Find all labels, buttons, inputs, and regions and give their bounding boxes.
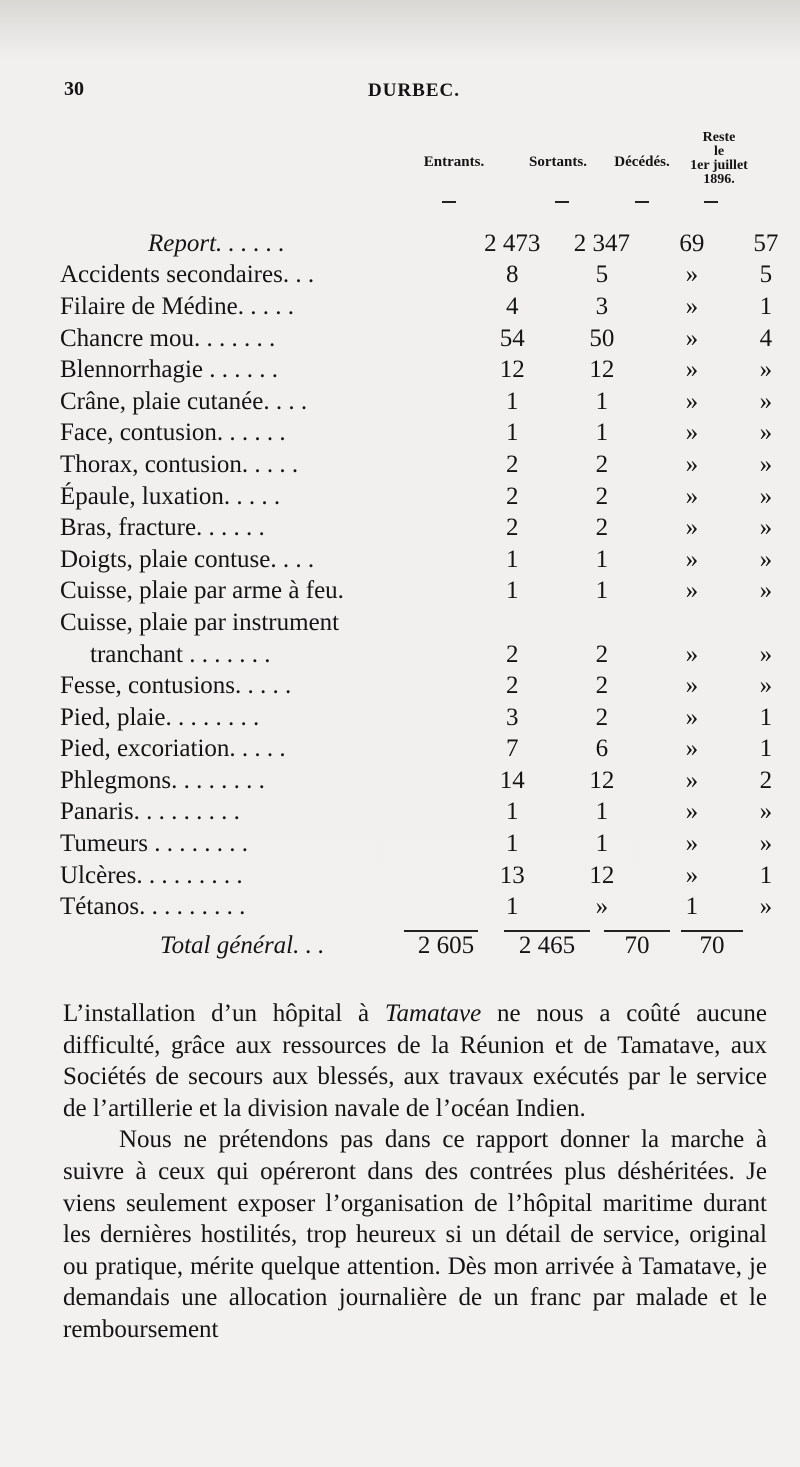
statistics-table — [60, 228, 800, 923]
cell-decedes: » — [685, 766, 699, 794]
page-header — [0, 78, 800, 108]
table-row — [60, 765, 800, 797]
table-row — [60, 449, 800, 481]
total-label: Total général. . . — [160, 932, 325, 959]
cell-decedes: » — [685, 672, 699, 700]
cell-reste: » — [759, 514, 773, 542]
cell-entrants: 7 — [506, 735, 519, 763]
cell-decedes: 69 — [679, 229, 705, 257]
column-header-reste — [674, 131, 764, 187]
column-dash-decedes — [635, 201, 649, 203]
table-row — [60, 291, 800, 323]
cell-sortants: 1 — [595, 387, 609, 415]
reste-line-1: Reste — [702, 130, 736, 145]
cell-sortants: 1 — [595, 419, 609, 447]
cell-sortants: 12 — [589, 356, 615, 384]
running-title: DURBEC. — [368, 80, 460, 101]
cell-sortants: 50 — [589, 324, 615, 352]
row-label: tranchant . . . . . . . — [90, 640, 271, 668]
cell-sortants: » — [595, 893, 609, 921]
cell-entrants: 13 — [499, 861, 525, 889]
cell-sortants: 2 — [595, 672, 609, 700]
table-row — [60, 702, 800, 734]
cell-decedes: » — [685, 514, 699, 542]
cell-reste: 2 — [759, 766, 773, 794]
table-row — [60, 418, 800, 450]
column-header-decedes: Décédés. — [614, 154, 670, 170]
row-label: Doigts, plaie contuse. . . . — [60, 545, 315, 573]
paragraph-1 — [63, 998, 767, 1124]
table-row — [60, 797, 800, 829]
cell-reste: » — [759, 356, 773, 384]
row-label: Face, contusion. . . . . . — [60, 419, 286, 447]
cell-decedes: » — [685, 261, 699, 289]
cell-reste: » — [759, 450, 773, 478]
cell-decedes: » — [685, 324, 699, 352]
cell-sortants: 2 — [595, 450, 609, 478]
total-reste: 70 — [699, 932, 725, 959]
row-label: Tétanos. . . . . . . . . — [60, 893, 246, 921]
table-row — [60, 891, 800, 923]
row-label: Thorax, contusion. . . . . — [60, 450, 299, 478]
cell-entrants: 54 — [499, 324, 525, 352]
table-row — [60, 639, 800, 671]
row-label: Pied, plaie. . . . . . . . — [60, 703, 260, 731]
cell-sortants — [552, 607, 652, 639]
column-dash-sortants — [555, 201, 569, 203]
cell-sortants: 2 — [595, 640, 609, 668]
cell-reste: » — [759, 640, 773, 668]
row-label: Blennorrhagie . . . . . . — [60, 356, 279, 384]
column-header-sortants: Sortants. — [529, 154, 587, 170]
cell-sortants: 3 — [595, 292, 609, 320]
row-label: Pied, excoriation. . . . . — [60, 735, 286, 763]
cell-reste: 57 — [753, 229, 779, 257]
cell-entrants: 2 — [506, 672, 519, 700]
cell-reste: » — [759, 672, 773, 700]
cell-reste: » — [759, 482, 773, 510]
statistics-rows — [60, 228, 800, 923]
cell-sortants: 12 — [589, 766, 615, 794]
cell-sortants: 1 — [595, 545, 609, 573]
cell-entrants: 2 — [506, 450, 519, 478]
row-label: Épaule, luxation. . . . . — [60, 482, 281, 510]
table-row — [60, 544, 800, 576]
page-number: 30 — [64, 78, 84, 100]
column-dash-reste — [704, 201, 718, 203]
cell-entrants: 1 — [506, 830, 519, 858]
row-label: Chancre mou. . . . . . . — [60, 324, 276, 352]
cell-reste: » — [759, 830, 773, 858]
cell-entrants: 1 — [506, 387, 519, 415]
cell-reste: 1 — [759, 292, 773, 320]
cell-decedes: » — [685, 830, 699, 858]
table-row — [60, 576, 800, 608]
table-row — [60, 354, 800, 386]
cell-reste: » — [759, 893, 773, 921]
cell-decedes: » — [685, 482, 699, 510]
table-row — [60, 323, 800, 355]
total-decedes: 70 — [624, 932, 650, 959]
cell-decedes: » — [685, 450, 699, 478]
total-entrants: 2 605 — [417, 932, 475, 959]
row-label: Report. . . . . . — [148, 229, 285, 257]
cell-decedes: » — [685, 292, 699, 320]
cell-decedes: » — [685, 356, 699, 384]
cell-sortants: 2 — [595, 482, 609, 510]
cell-sortants: 12 — [589, 861, 615, 889]
cell-entrants: 1 — [506, 577, 519, 605]
row-label: Fesse, contusions. . . . . — [60, 672, 292, 700]
cell-decedes: » — [685, 545, 699, 573]
cell-sortants: 1 — [595, 577, 609, 605]
row-label: Phlegmons. . . . . . . . — [60, 766, 265, 794]
cell-decedes: » — [685, 861, 699, 889]
table-row — [60, 734, 800, 766]
row-label: Tumeurs . . . . . . . . — [60, 830, 248, 858]
cell-entrants — [473, 607, 552, 639]
column-dash-entrants — [442, 201, 456, 203]
cell-entrants: 4 — [506, 292, 519, 320]
cell-sortants: 2 347 — [573, 229, 631, 257]
cell-sortants: 2 — [595, 703, 609, 731]
cell-reste: 1 — [759, 861, 773, 889]
cell-sortants: 1 — [595, 798, 609, 826]
row-label: Accidents secondaires. . . — [60, 261, 315, 289]
cell-reste: » — [759, 545, 773, 573]
cell-entrants: 2 — [506, 640, 519, 668]
cell-entrants: 14 — [499, 766, 525, 794]
reste-line-3: 1er juillet — [690, 158, 748, 173]
cell-entrants: 8 — [506, 261, 519, 289]
table-row — [60, 260, 800, 292]
row-label: Ulcères. . . . . . . . . — [60, 861, 243, 889]
cell-sortants: 1 — [595, 830, 609, 858]
cell-decedes: 1 — [685, 893, 699, 921]
cell-sortants: 2 — [595, 514, 609, 542]
table-row — [60, 670, 800, 702]
paragraph-1-start: L’installation d’un hôpital à — [63, 1000, 385, 1027]
paragraph-1-end: ne nous a coûté aucune difficulté, grâce aux ressources de la Réunion et de Tamatave, aux Sociétés de secours aux blessés, aux travaux exécutés par le service de l’artillerie et la division navale de l’océan Indien. — [63, 1000, 767, 1122]
cell-reste: » — [759, 387, 773, 415]
row-label: Crâne, plaie cutanée. . . . — [60, 387, 308, 415]
cell-entrants: 12 — [499, 356, 525, 384]
cell-decedes: » — [685, 419, 699, 447]
row-label: Panaris. . . . . . . . . — [60, 798, 240, 826]
table-row — [60, 481, 800, 513]
cell-entrants: 3 — [506, 703, 519, 731]
row-label: Cuisse, plaie par arme à feu. — [60, 577, 344, 605]
cell-entrants: 2 473 — [484, 229, 541, 257]
cell-reste: » — [759, 577, 773, 605]
cell-decedes: » — [685, 640, 699, 668]
reste-line-4: 1896. — [703, 172, 735, 187]
cell-reste: 1 — [759, 735, 773, 763]
reste-line-2: le — [713, 144, 725, 159]
paragraph-2: Nous ne prétendons pas dans ce rapport donner la marche à suivre à ceux qui opéreront dans des contrées plus déshéritées. Je viens seulement exposer l’organisation de l’hôpital maritime durant les dernières hostilités, trop heureux si un détail de service, original ou pratique, mérite quelque attention. Dès mon arrivée à Tamatave, je demandais une allocation journalière de un franc par malade et le remboursement — [63, 1126, 767, 1343]
cell-reste: » — [759, 419, 773, 447]
cell-decedes: » — [685, 735, 699, 763]
place-name-tamatave: Tamatave — [384, 1000, 482, 1027]
row-label: Cuisse, plaie par instrument — [60, 608, 340, 636]
table-row — [60, 512, 800, 544]
cell-decedes — [652, 607, 732, 639]
cell-sortants: 6 — [595, 735, 609, 763]
cell-decedes: » — [685, 798, 699, 826]
table-row — [60, 386, 800, 418]
column-header-entrants: Entrants. — [423, 154, 485, 170]
row-label: Bras, fracture. . . . . . — [60, 514, 265, 542]
cell-decedes: » — [685, 577, 699, 605]
table-row — [60, 860, 800, 892]
cell-reste: 5 — [759, 261, 773, 289]
cell-entrants: 1 — [506, 419, 519, 447]
total-sortants: 2 465 — [518, 932, 576, 959]
cell-entrants: 2 — [506, 514, 519, 542]
cell-reste: » — [759, 798, 773, 826]
cell-decedes: » — [685, 703, 699, 731]
cell-reste: 4 — [759, 324, 773, 352]
row-label: Filaire de Médine. . . . . — [60, 292, 294, 320]
cell-reste: 1 — [759, 703, 773, 731]
cell-entrants: 1 — [506, 893, 519, 921]
cell-decedes: » — [685, 387, 699, 415]
cell-sortants: 5 — [595, 261, 609, 289]
cell-entrants: 1 — [506, 545, 519, 573]
table-row — [60, 828, 800, 860]
cell-entrants: 1 — [506, 798, 519, 826]
cell-entrants: 2 — [506, 482, 519, 510]
body-text — [63, 998, 767, 1346]
table-row — [60, 228, 800, 260]
cell-reste — [732, 607, 800, 639]
table-row — [60, 607, 800, 639]
